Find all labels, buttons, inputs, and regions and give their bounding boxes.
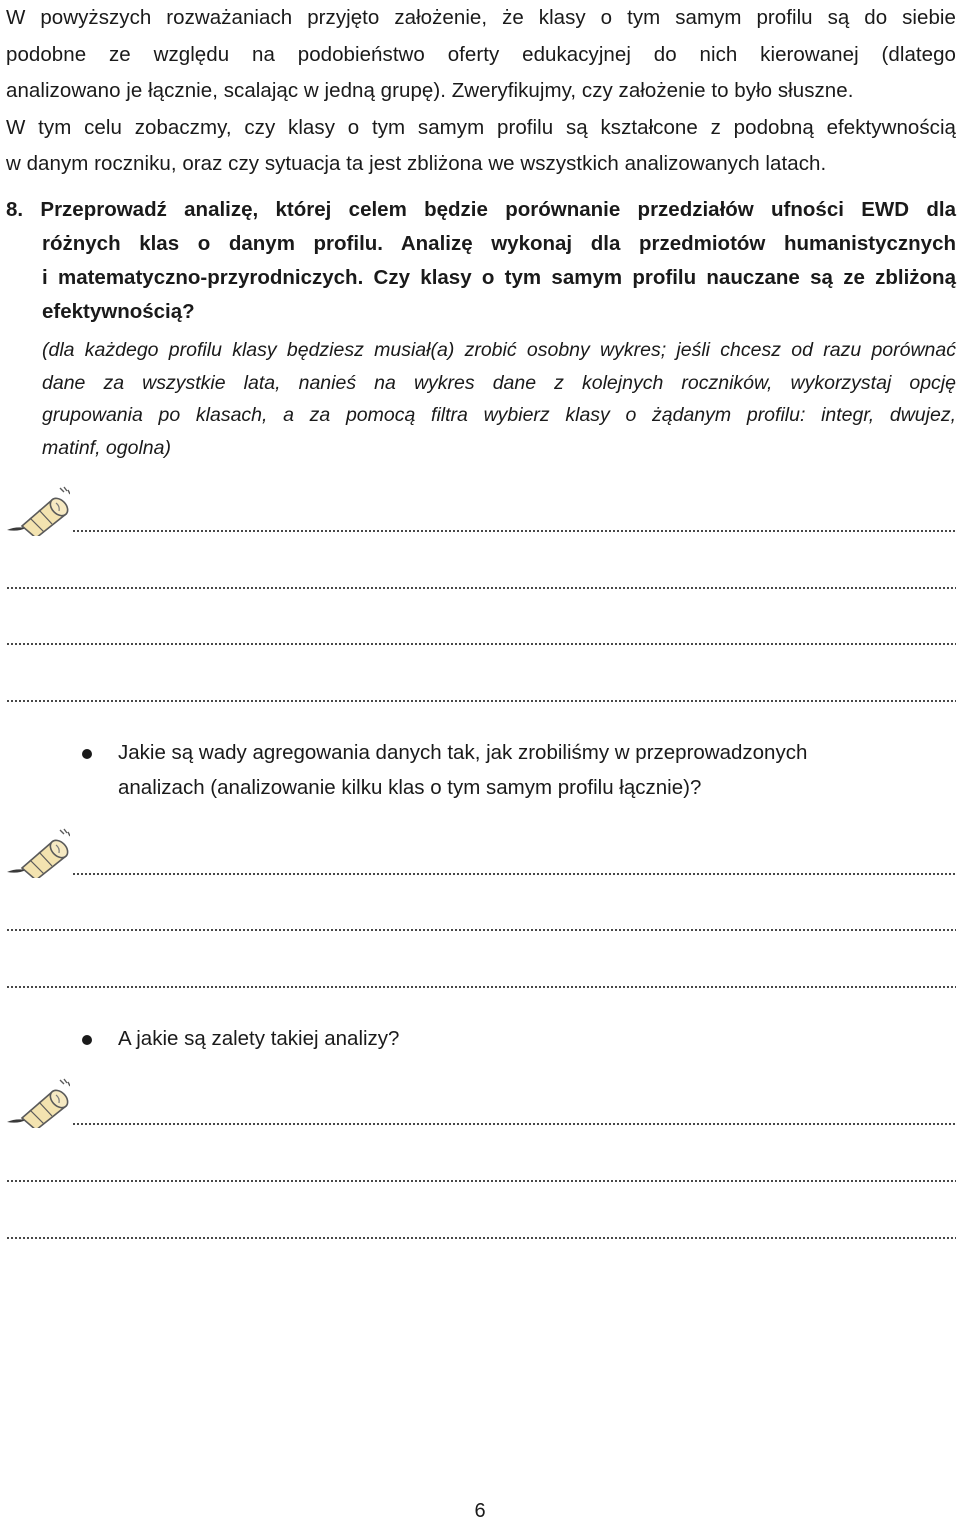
hint-line: dane za wszystkie lata, nanieś na wykres dane z kolejnych roczników, wykorzystaj opcję xyxy=(42,371,956,394)
bullet-icon xyxy=(82,1035,92,1045)
question-line: Jakie są wady agregowania danych tak, jak zrobiliśmy w przeprowadzonych xyxy=(118,741,808,764)
answer-line[interactable] xyxy=(6,1237,956,1239)
answer-line[interactable] xyxy=(6,986,956,988)
hint-line: (dla każdego profilu klasy będziesz musiał(a) zrobić osobny wykres; jeśli chcesz od razu porównać xyxy=(42,339,956,361)
answer-line[interactable] xyxy=(6,1180,956,1182)
answer-line[interactable] xyxy=(6,700,956,702)
task-hint xyxy=(42,334,956,464)
page-number: 6 xyxy=(474,1500,486,1522)
answer-line[interactable] xyxy=(72,530,956,532)
hint-line: matinf, ogolna) xyxy=(42,436,171,459)
intro-line: w danym roczniku, oraz czy sytuacja ta jest zbliżona we wszystkich analizowanych latach. xyxy=(6,152,827,175)
answer-line[interactable] xyxy=(6,929,956,931)
question-item xyxy=(82,1021,942,1057)
question-item xyxy=(82,735,942,807)
task-line: 8. Przeprowadź analizę, której celem będzie porównanie przedziałów ufności EWD dla xyxy=(6,198,956,221)
question-text xyxy=(118,1021,938,1056)
question-text xyxy=(118,735,938,805)
task-line: efektywnością? xyxy=(42,300,195,323)
task-line: i matematyczno-przyrodniczych. Czy klasy o tym samym profilu nauczane są ze zbliżoną xyxy=(42,266,956,289)
question-line: A jakie są zalety takiej analizy? xyxy=(118,1027,400,1050)
pencil-icon xyxy=(4,484,70,536)
intro-line: podobne ze względu na podobieństwo oferty edukacyjnej do nich kierowanej (dlatego xyxy=(6,42,956,66)
intro-line: W tym celu zobaczmy, czy klasy o tym samym profilu są kształcone z podobną efektywnością xyxy=(6,115,956,139)
intro-paragraph xyxy=(6,0,956,183)
bullet-icon xyxy=(82,749,92,759)
hint-line: grupowania po klasach, a za pomocą filtra wybierz klasy o żądanym profilu: integr, dwujez, xyxy=(42,404,956,426)
answer-line[interactable] xyxy=(72,873,956,875)
intro-line: analizowano je łącznie, scalając w jedną grupę). Zweryfikujmy, czy założenie to było słuszne. xyxy=(6,79,854,102)
pencil-icon xyxy=(4,826,70,878)
answer-line[interactable] xyxy=(6,643,956,645)
intro-line: W powyższych rozważaniach przyjęto założenie, że klasy o tym samym profilu są do siebie xyxy=(6,6,956,29)
answer-line[interactable] xyxy=(72,1123,956,1125)
task-8 xyxy=(6,193,956,329)
answer-line[interactable] xyxy=(6,587,956,589)
question-line: analizach (analizowanie kilku klas o tym samym profilu łącznie)? xyxy=(118,776,702,799)
pencil-icon xyxy=(4,1076,70,1128)
task-line: różnych klas o danym profilu. Analizę wykonaj dla przedmiotów humanistycznych xyxy=(42,232,956,255)
